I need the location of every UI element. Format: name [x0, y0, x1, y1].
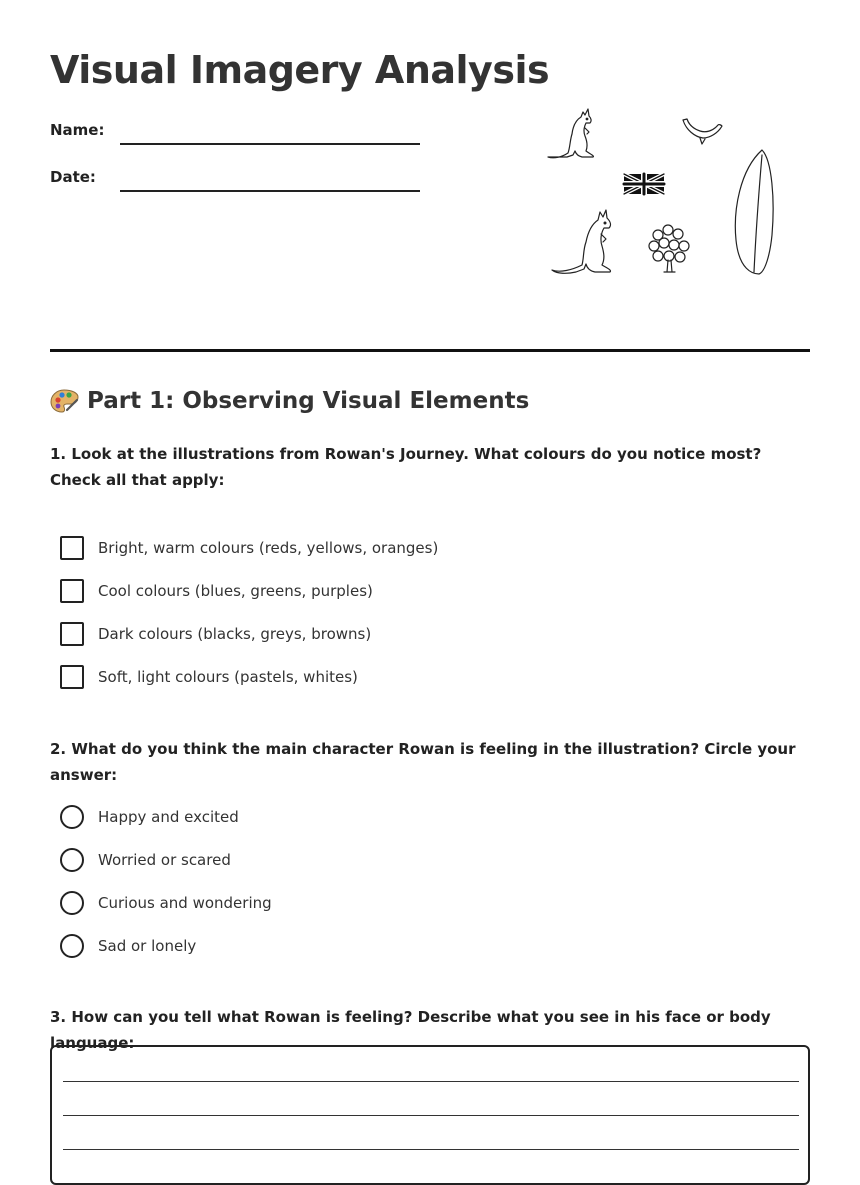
worksheet-title: Visual Imagery Analysis: [50, 48, 550, 92]
q2-option[interactable]: [60, 848, 231, 872]
radio-circle[interactable]: [60, 805, 84, 829]
name-label: Name:: [50, 121, 105, 139]
question-2: 2. What do you think the main character Rowan is feeling in the illustration? Circle your answer:: [50, 740, 796, 784]
answer-line[interactable]: [63, 1149, 799, 1150]
illustrations-cluster: [540, 100, 790, 285]
q1-option-label: Cool colours (blues, greens, purples): [98, 582, 373, 600]
surfboard-icon: [735, 150, 773, 274]
question-1: 1. Look at the illustrations from Rowan's Journey. What colours do you notice most? Check all that apply:: [50, 445, 762, 489]
answer-line[interactable]: [63, 1081, 799, 1082]
q2-option[interactable]: [60, 934, 196, 958]
q2-option-label: Worried or scared: [98, 851, 231, 869]
checkbox[interactable]: [60, 622, 84, 646]
radio-circle[interactable]: [60, 848, 84, 872]
checkbox[interactable]: [60, 536, 84, 560]
flowering-tree-icon: [649, 225, 689, 272]
q1-option-label: Bright, warm colours (reds, yellows, oranges): [98, 539, 439, 557]
q1-option[interactable]: [60, 665, 358, 689]
q2-option[interactable]: [60, 805, 239, 829]
answer-line[interactable]: [63, 1115, 799, 1116]
part1-heading-text: Part 1: Observing Visual Elements: [87, 388, 530, 414]
section-divider: [50, 349, 810, 352]
radio-circle[interactable]: [60, 891, 84, 915]
radio-circle[interactable]: [60, 934, 84, 958]
answer-box[interactable]: [50, 1045, 810, 1185]
union-jack-flag-icon: [624, 174, 664, 194]
q1-option-label: Dark colours (blacks, greys, browns): [98, 625, 372, 643]
q2-option-label: Sad or lonely: [98, 937, 197, 955]
q2-option[interactable]: [60, 891, 272, 915]
checkbox[interactable]: [60, 665, 84, 689]
date-label: Date:: [50, 168, 96, 186]
q1-option[interactable]: [60, 579, 373, 603]
q1-option[interactable]: [60, 622, 371, 646]
question-3: 3. How can you tell what Rowan is feeling? Describe what you see in his face or body language:: [50, 1008, 771, 1052]
kangaroo-large-icon: [552, 210, 610, 273]
q2-option-label: Curious and wondering: [98, 894, 272, 912]
date-line[interactable]: [120, 190, 420, 192]
checkbox[interactable]: [60, 579, 84, 603]
part1-heading: [50, 388, 529, 414]
boomerang-icon: [683, 119, 722, 144]
palette-icon: [50, 388, 79, 414]
q1-option-label: Soft, light colours (pastels, whites): [98, 668, 358, 686]
q2-option-label: Happy and excited: [98, 808, 239, 826]
name-line[interactable]: [120, 143, 420, 145]
kangaroo-small-icon: [548, 109, 593, 158]
q1-option[interactable]: [60, 536, 438, 560]
